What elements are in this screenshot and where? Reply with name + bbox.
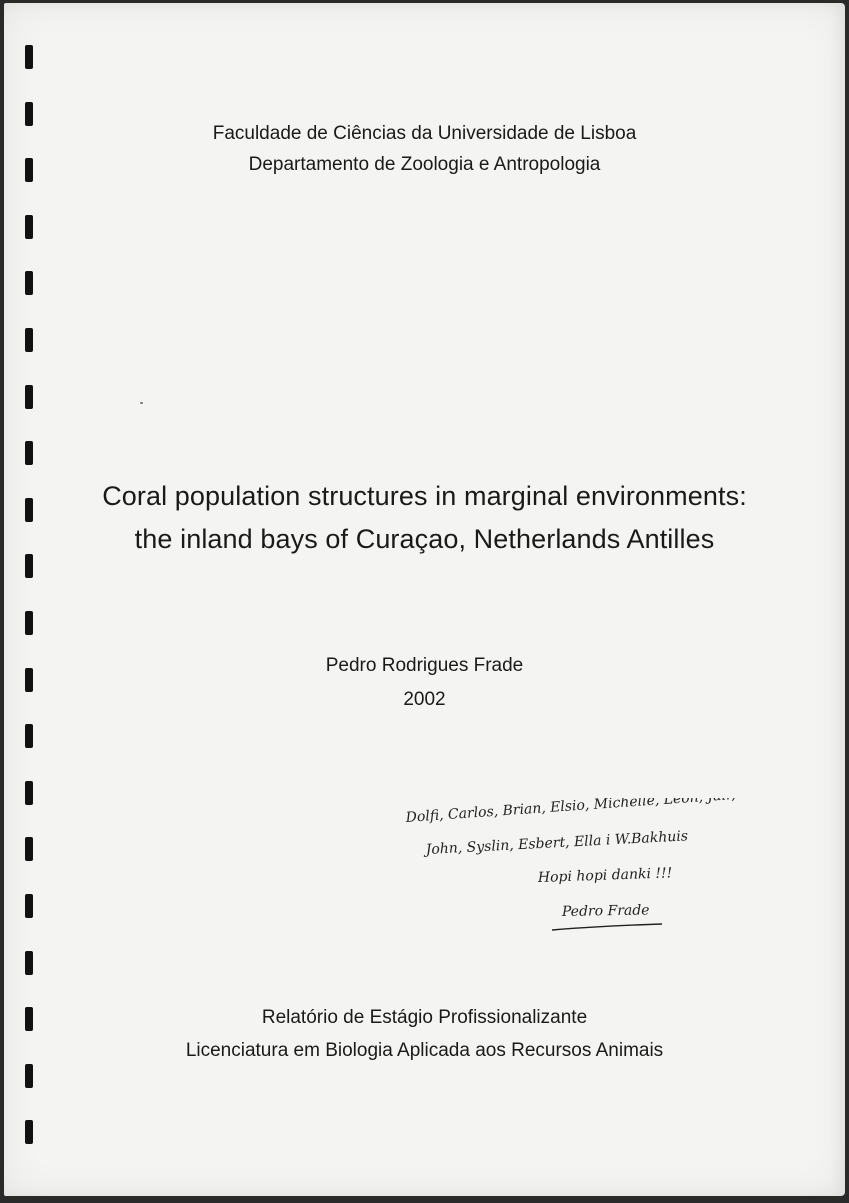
binding-hole xyxy=(25,724,33,748)
signature-underline xyxy=(552,924,662,930)
binding-hole xyxy=(25,45,33,69)
binding-hole xyxy=(25,611,33,635)
binding-hole xyxy=(25,951,33,975)
dedication-line-2: John, Syslin, Esbert, Ella i W.Bakhuis xyxy=(425,828,689,858)
department-name: Departamento de Zoologia e Antropologia xyxy=(248,154,601,175)
binding-hole xyxy=(25,215,33,239)
binding-hole xyxy=(25,328,33,352)
paper-speck xyxy=(140,402,143,404)
binding-hole xyxy=(25,837,33,861)
dedication-line-3: Hopi hopi danki !!! xyxy=(537,865,673,886)
handwritten-dedication xyxy=(400,798,740,938)
binding-hole xyxy=(25,102,33,126)
document-page xyxy=(4,3,845,1196)
binding-hole xyxy=(25,385,33,409)
publication-year: 2002 xyxy=(403,689,446,710)
author-name: Pedro Rodrigues Frade xyxy=(325,655,524,676)
binding-hole xyxy=(25,781,33,805)
title-line-2: the inland bays of Curaçao, Netherlands Antilles xyxy=(134,524,715,554)
report-type: Relatório de Estágio Profissionalizante xyxy=(261,1007,588,1028)
dedication-line-1: Dolfi, Carlos, Brian, Elsio, Michelle, Léon, Jair, xyxy=(405,798,737,826)
binding-hole xyxy=(25,554,33,578)
title-line-1: Coral population structures in marginal environments: xyxy=(102,481,747,511)
binding-hole xyxy=(25,894,33,918)
signature: Pedro Frade xyxy=(561,902,650,920)
degree-name: Licenciatura em Biologia Aplicada aos Recursos Animais xyxy=(185,1040,664,1061)
binding-hole xyxy=(25,1120,33,1144)
binding-hole xyxy=(25,1064,33,1088)
faculty-name: Faculdade de Ciências da Universidade de Lisboa xyxy=(212,123,637,144)
binding-hole xyxy=(25,271,33,295)
binding-hole xyxy=(25,441,33,465)
